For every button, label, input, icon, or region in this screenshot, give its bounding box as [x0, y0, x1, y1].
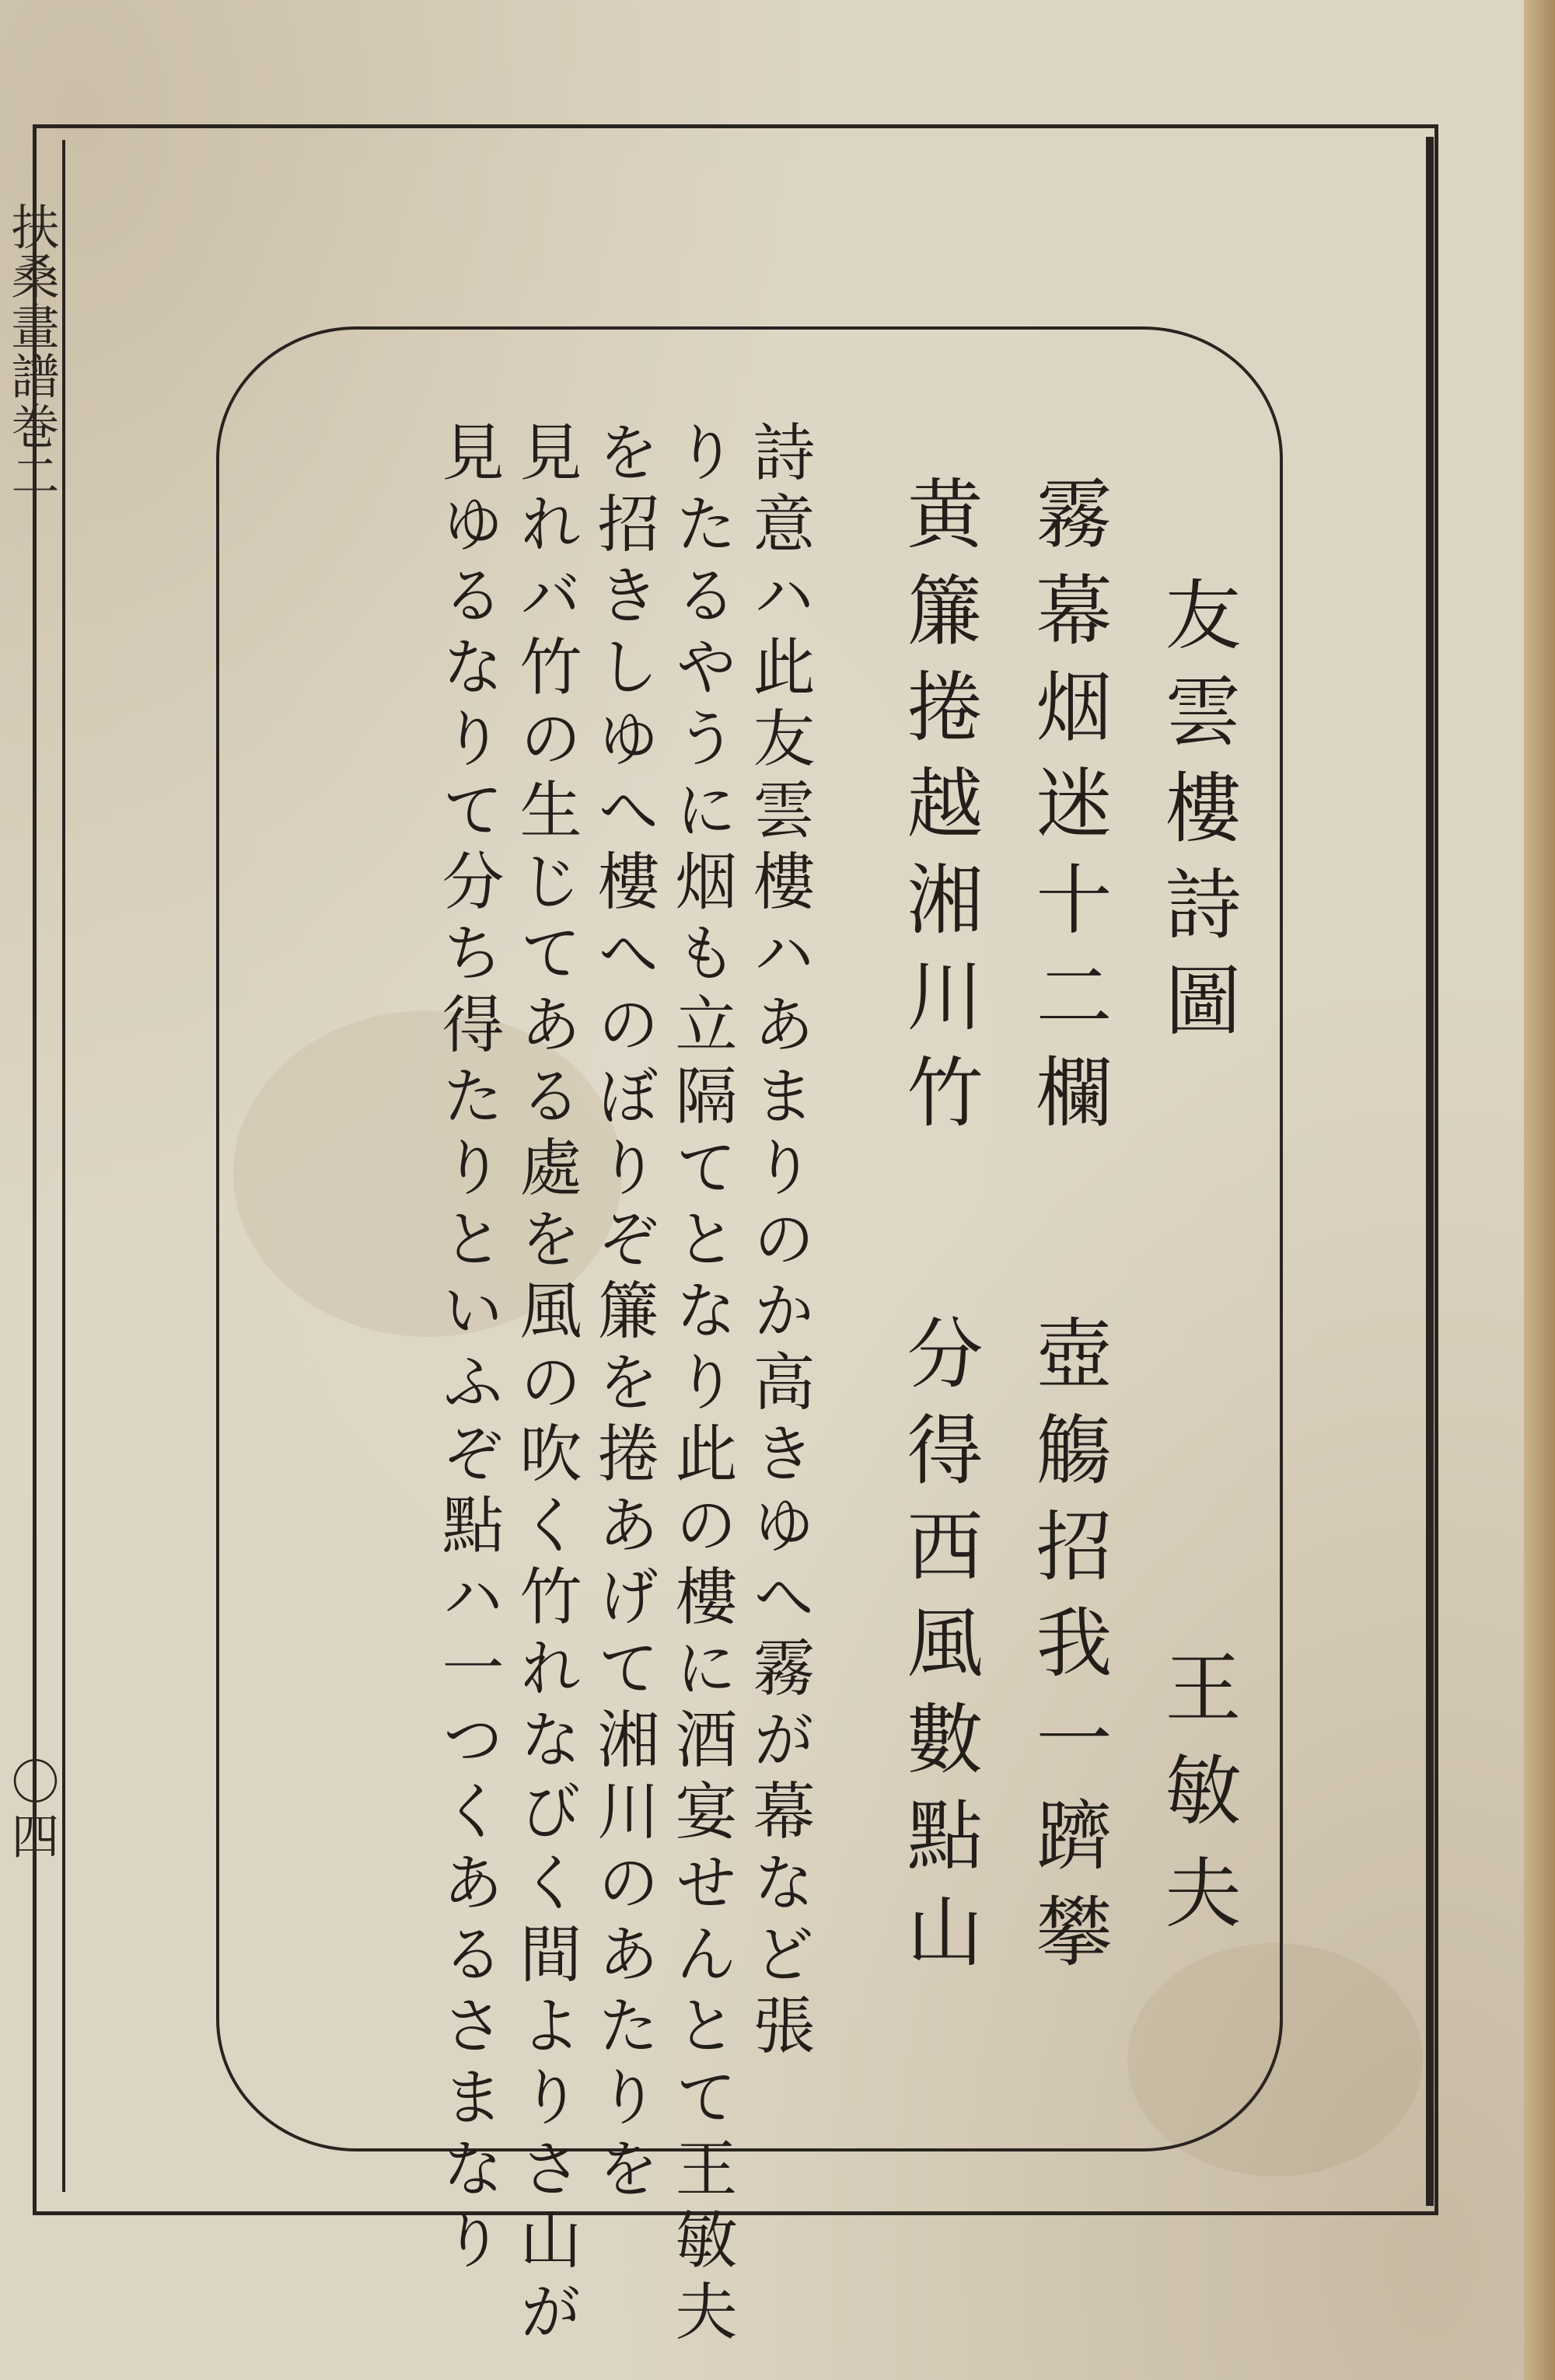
- next-leaf-edge: [1524, 0, 1555, 2380]
- poem-line-1: 霧幕烟迷十二欄: [1023, 474, 1112, 1149]
- poem-author: 王敏夫: [1152, 1648, 1241, 1956]
- commentary-line-3: を招きしゆへ樓へのぼりぞ簾を捲あげて湘川のあたりを: [587, 420, 659, 2207]
- printed-frame-right-rule: [1426, 137, 1434, 2206]
- commentary-line-5: 見ゆるなりて分ち得たりといふぞ點ハ一つくあるさまなり: [432, 420, 504, 2279]
- book-title: 扶桑畫譜巻二: [3, 202, 60, 501]
- poem-line-3: 壺觴招我一躋攀: [1023, 1314, 1112, 1988]
- poem-line-4: 分得西風數點山: [894, 1314, 983, 1988]
- page-number: 〇四: [3, 1757, 60, 1865]
- commentary-line-2: りたるやうに烟も立隔てとなり此の樓に酒宴せんとて王敏夫: [665, 420, 737, 2350]
- commentary-line-4: 見れバ竹の生じてある處を風の吹く竹れなびく間よりさ山が: [509, 420, 582, 2350]
- commentary-line-1: 詩意ハ此友雲樓ハあまりのか高きゆへ霧が幕など張: [743, 420, 815, 2064]
- poem-line-2: 黄簾捲越湘川竹: [894, 474, 983, 1149]
- hashira-spine-column: [0, 140, 65, 2192]
- poem-title: 友雲樓詩圖: [1152, 575, 1241, 1057]
